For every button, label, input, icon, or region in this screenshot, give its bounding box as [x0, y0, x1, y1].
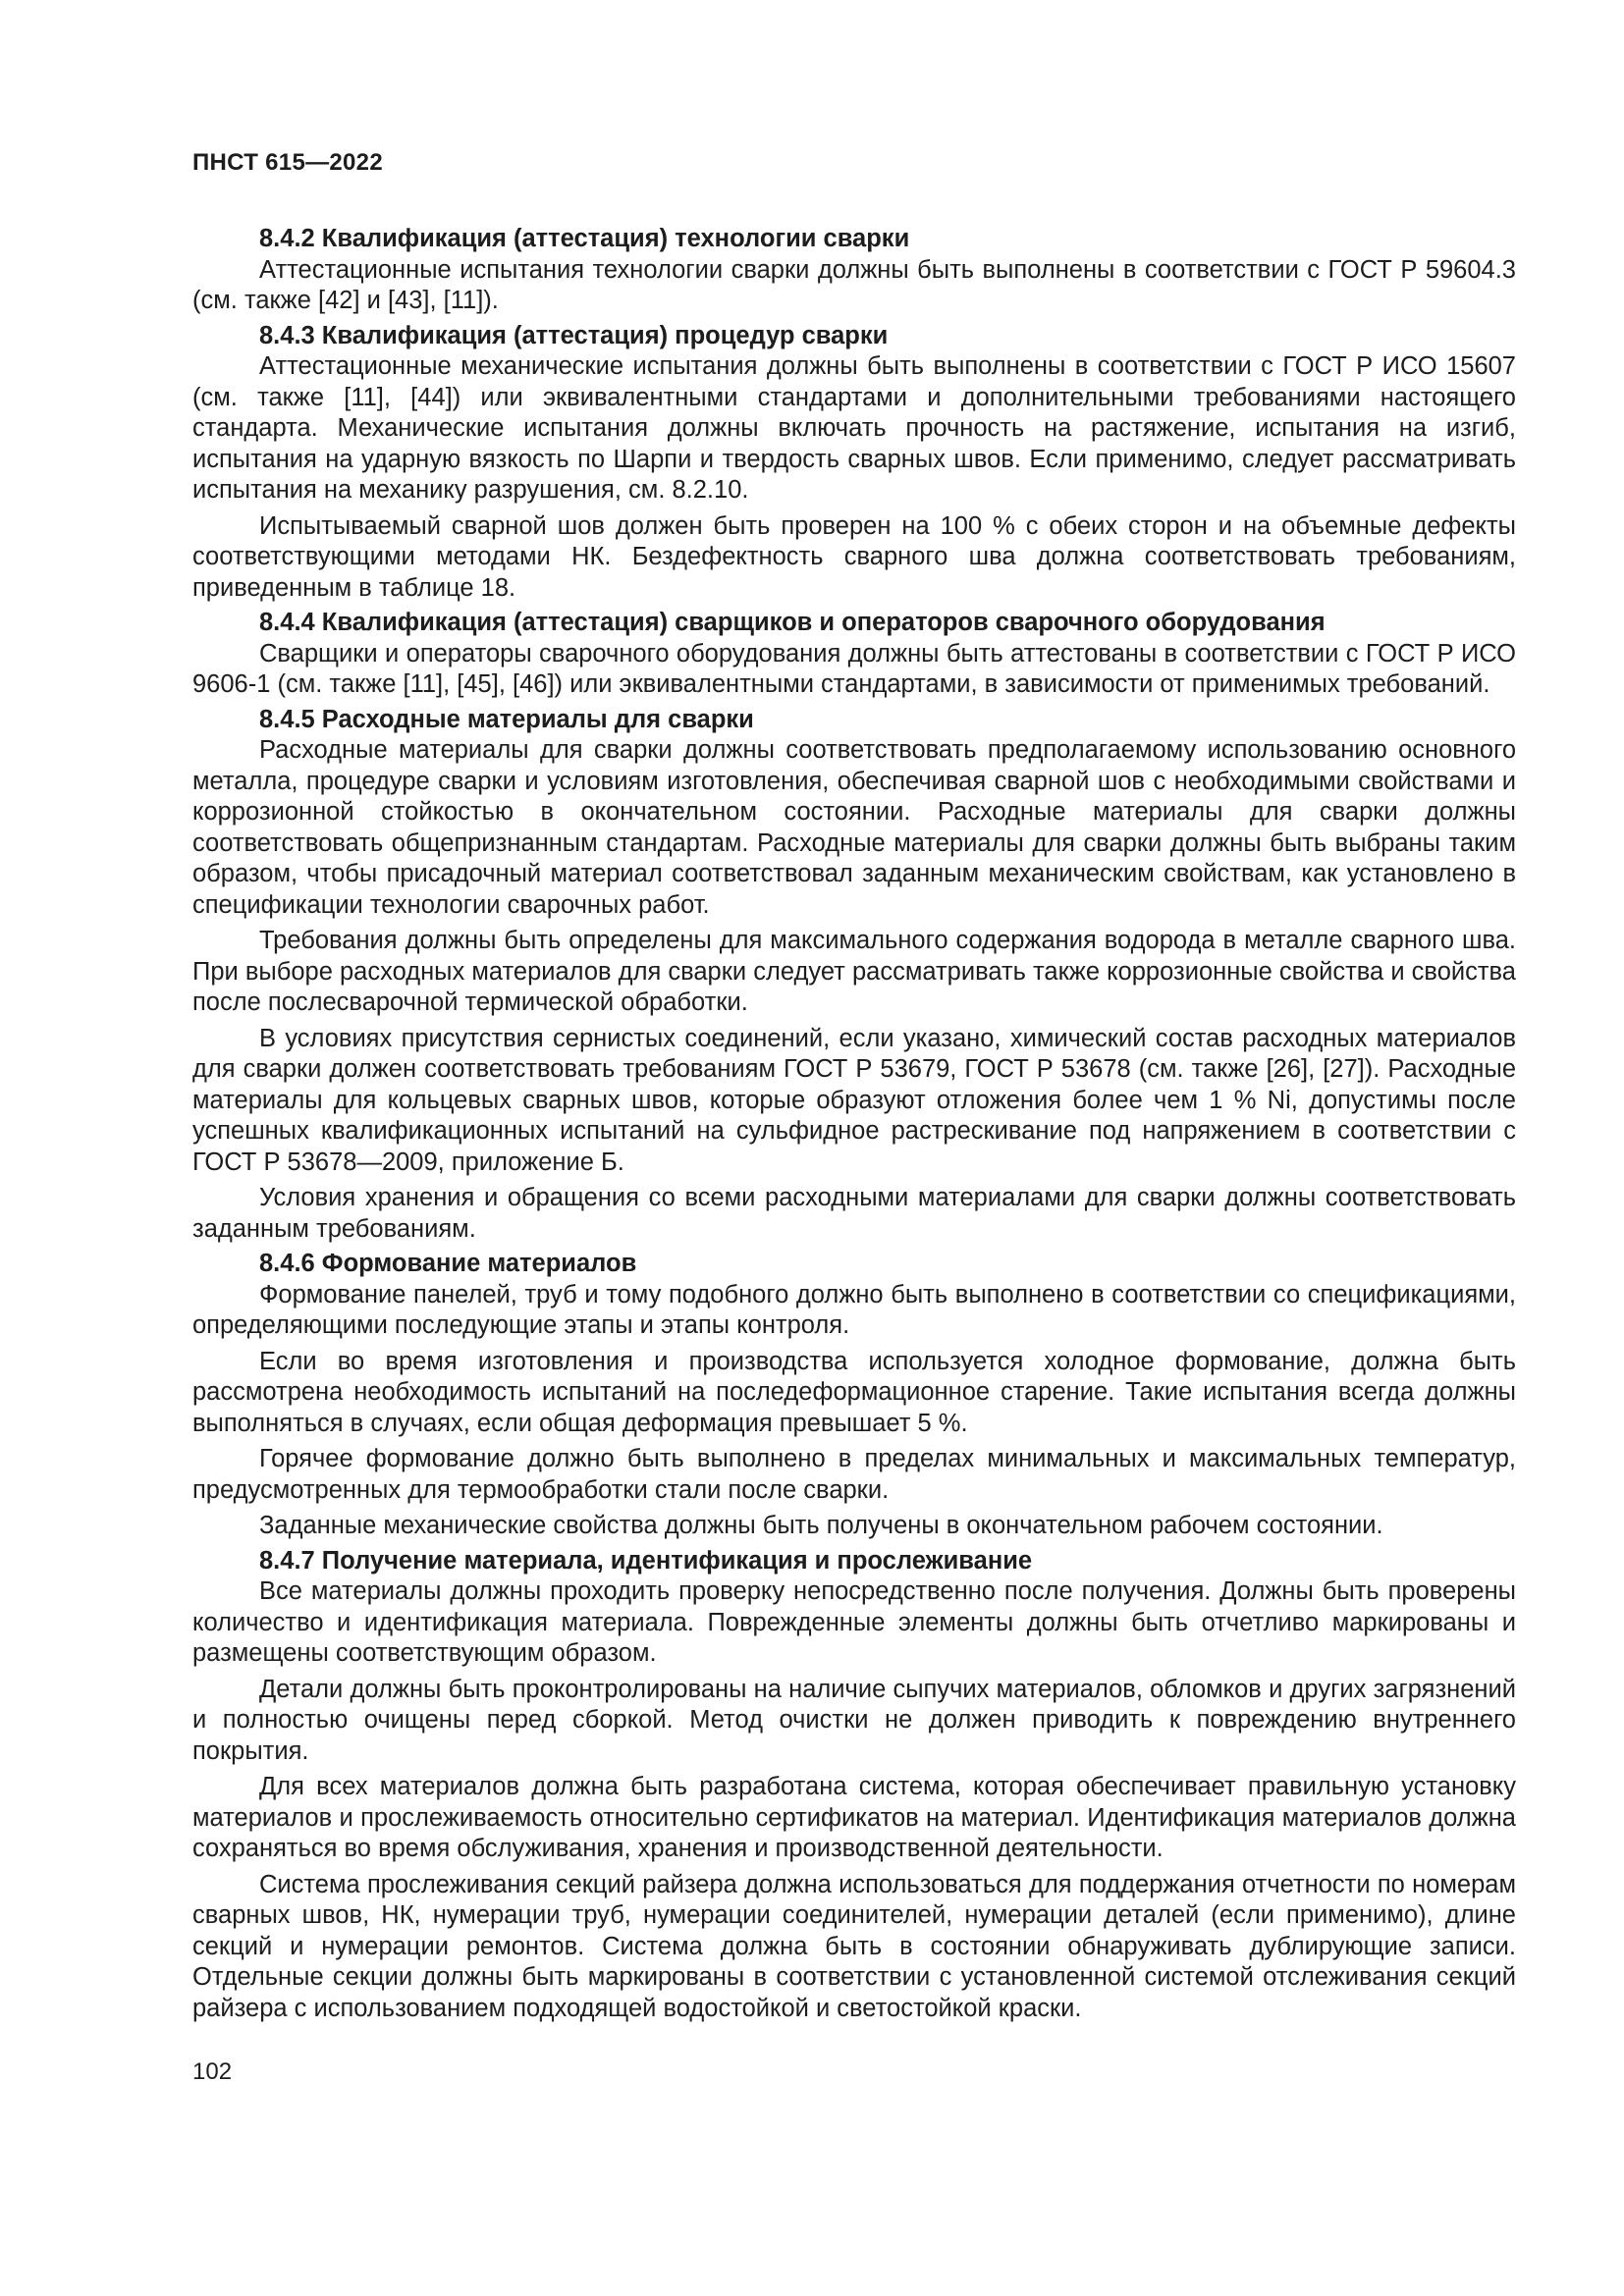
paragraph: Все материалы должны проходить проверку непосредственно после получения. Должны быть проверены количество и идентификация материала. Поврежденные элементы должны быть отчетливо маркированы и размещены соответствующим образом. — [192, 1577, 1516, 1667]
paragraph: Детали должны быть проконтролированы на наличие сыпучих материалов, обломков и других загрязнений и полностью очищены перед сборкой. Метод очистки не должен приводить к повреждению внутреннего покрытия. — [192, 1675, 1516, 1765]
paragraph: Система прослеживания секций райзера должна использоваться для поддержания отчетности по номерам сварных швов, НК, нумерации труб, нумерации соединителей, нумерации деталей (если применимо), длине секций и нумерации ремонтов. Система должна быть в состоянии обнаруживать дублирующие записи. Отдельные секции должны быть маркированы в соответствии с установленной системой отслеживания секций райзера с использованием подходящей водостойкой и светостойкой краски. — [192, 1870, 1516, 2022]
paragraph: Заданные механические свойства должны быть получены в окончательном рабочем состоянии. — [259, 1512, 1383, 1539]
page-number: 102 — [192, 2058, 233, 2085]
paragraph: Требования должны быть определены для максимального содержания водорода в металле сварного шва. При выборе расходных материалов для сварки следует рассматривать также коррозионные свойства и свойства после послесварочной термической обработки. — [192, 927, 1516, 1016]
clause-heading-8-4-5: 8.4.5 Расходные материалы для сварки — [259, 705, 754, 733]
paragraph: Горячее формование должно быть выполнено в пределах минимальных и максимальных температур, предусмотренных для термообработки стали после сварки. — [192, 1445, 1516, 1504]
paragraph: Аттестационные испытания технологии сварки должны быть выполнены в соответствии с ГОСТ Р 59604.3 (см. также [42] и [43], [11]). — [192, 255, 1516, 314]
paragraph: Аттестационные механические испытания должны быть выполнены в соответствии с ГОСТ Р ИСО 15607 (см. также [11], [44]) или эквивалентными стандартами и дополнительными требованиями настоящего стандарта. Механические испытания должны включать прочность на растяжение, испытания на изгиб, испытания на ударную вязкость по Шарпи и твердость сварных швов. Если применимо, следует рассматривать испытания на механику разрушения, см. 8.2.10. — [192, 352, 1516, 504]
clause-heading-8-4-3: 8.4.3 Квалификация (аттестация) процедур сварки — [259, 321, 889, 349]
clause-heading-8-4-6: 8.4.6 Формование материалов — [259, 1250, 637, 1277]
document-body — [192, 224, 1516, 2024]
paragraph: В условиях присутствия сернистых соединений, если указано, химический состав расходных материалов для сварки должен соответствовать требованиям ГОСТ Р 53679, ГОСТ Р 53678 (см. также [26], [27]). Расходные материалы для кольцевых сварных швов, которые образуют отложения более чем 1 % Ni, допустимы после успешных квалификационных испытаний на сульфидное растрескивание под напряжением в соответствии с ГОСТ Р 53678—2009, приложение Б. — [192, 1024, 1516, 1176]
paragraph: Сварщики и операторы сварочного оборудования должны быть аттестованы в соответствии с ГОСТ Р ИСО 9606-1 (см. также [11], [45], [46]) или эквивалентными стандартами, в зависимости от применимых требований. — [192, 639, 1516, 698]
paragraph: Формование панелей, труб и тому подобного должно быть выполнено в соответствии со спецификациями, определяющими последующие этапы и этапы контроля. — [192, 1280, 1516, 1339]
clause-heading-8-4-7: 8.4.7 Получение материала, идентификация и прослеживание — [259, 1546, 1033, 1575]
clause-heading-8-4-2: 8.4.2 Квалификация (аттестация) технологии сварки — [259, 225, 910, 252]
clause-heading-8-4-4: 8.4.4 Квалификация (аттестация) сварщиков и операторов сварочного оборудования — [259, 609, 1326, 636]
paragraph: Расходные материалы для сварки должны соответствовать предполагаемому использованию основного металла, процедуре сварки и условиям изготовления, обеспечивая сварной шов с необходимыми свойствами и коррозионной стойкостью в окончательном состоянии. Расходные материалы для сварки должны соответствовать общепризнанным стандартам. Расходные материалы для сварки должны быть выбраны таким образом, чтобы присадочный материал соответствовал заданным механическим свойствам, как установлено в спецификации технологии сварочных работ. — [192, 736, 1516, 919]
paragraph: Если во время изготовления и производства используется холодное формование, должна быть рассмотрена необходимость испытаний на последеформационное старение. Такие испытания всегда должны выполняться в случаях, если общая деформация превышает 5 %. — [192, 1347, 1516, 1437]
document-id: ПНСТ 615—2022 — [192, 149, 383, 176]
paragraph: Для всех материалов должна быть разработана система, которая обеспечивает правильную установку материалов и прослеживаемость относительно сертификатов на материал. Идентификация материалов должна сохраняться во время обслуживания, хранения и производственной деятельности. — [192, 1773, 1516, 1862]
paragraph: Условия хранения и обращения со всеми расходными материалами для сварки должны соответствовать заданным требованиям. — [192, 1184, 1516, 1243]
paragraph: Испытываемый сварной шов должен быть проверен на 100 % с обеих сторон и на объемные дефекты соответствующими методами НК. Бездефектность сварного шва должна соответствовать требованиям, приведенным в таблице 18. — [192, 511, 1516, 602]
